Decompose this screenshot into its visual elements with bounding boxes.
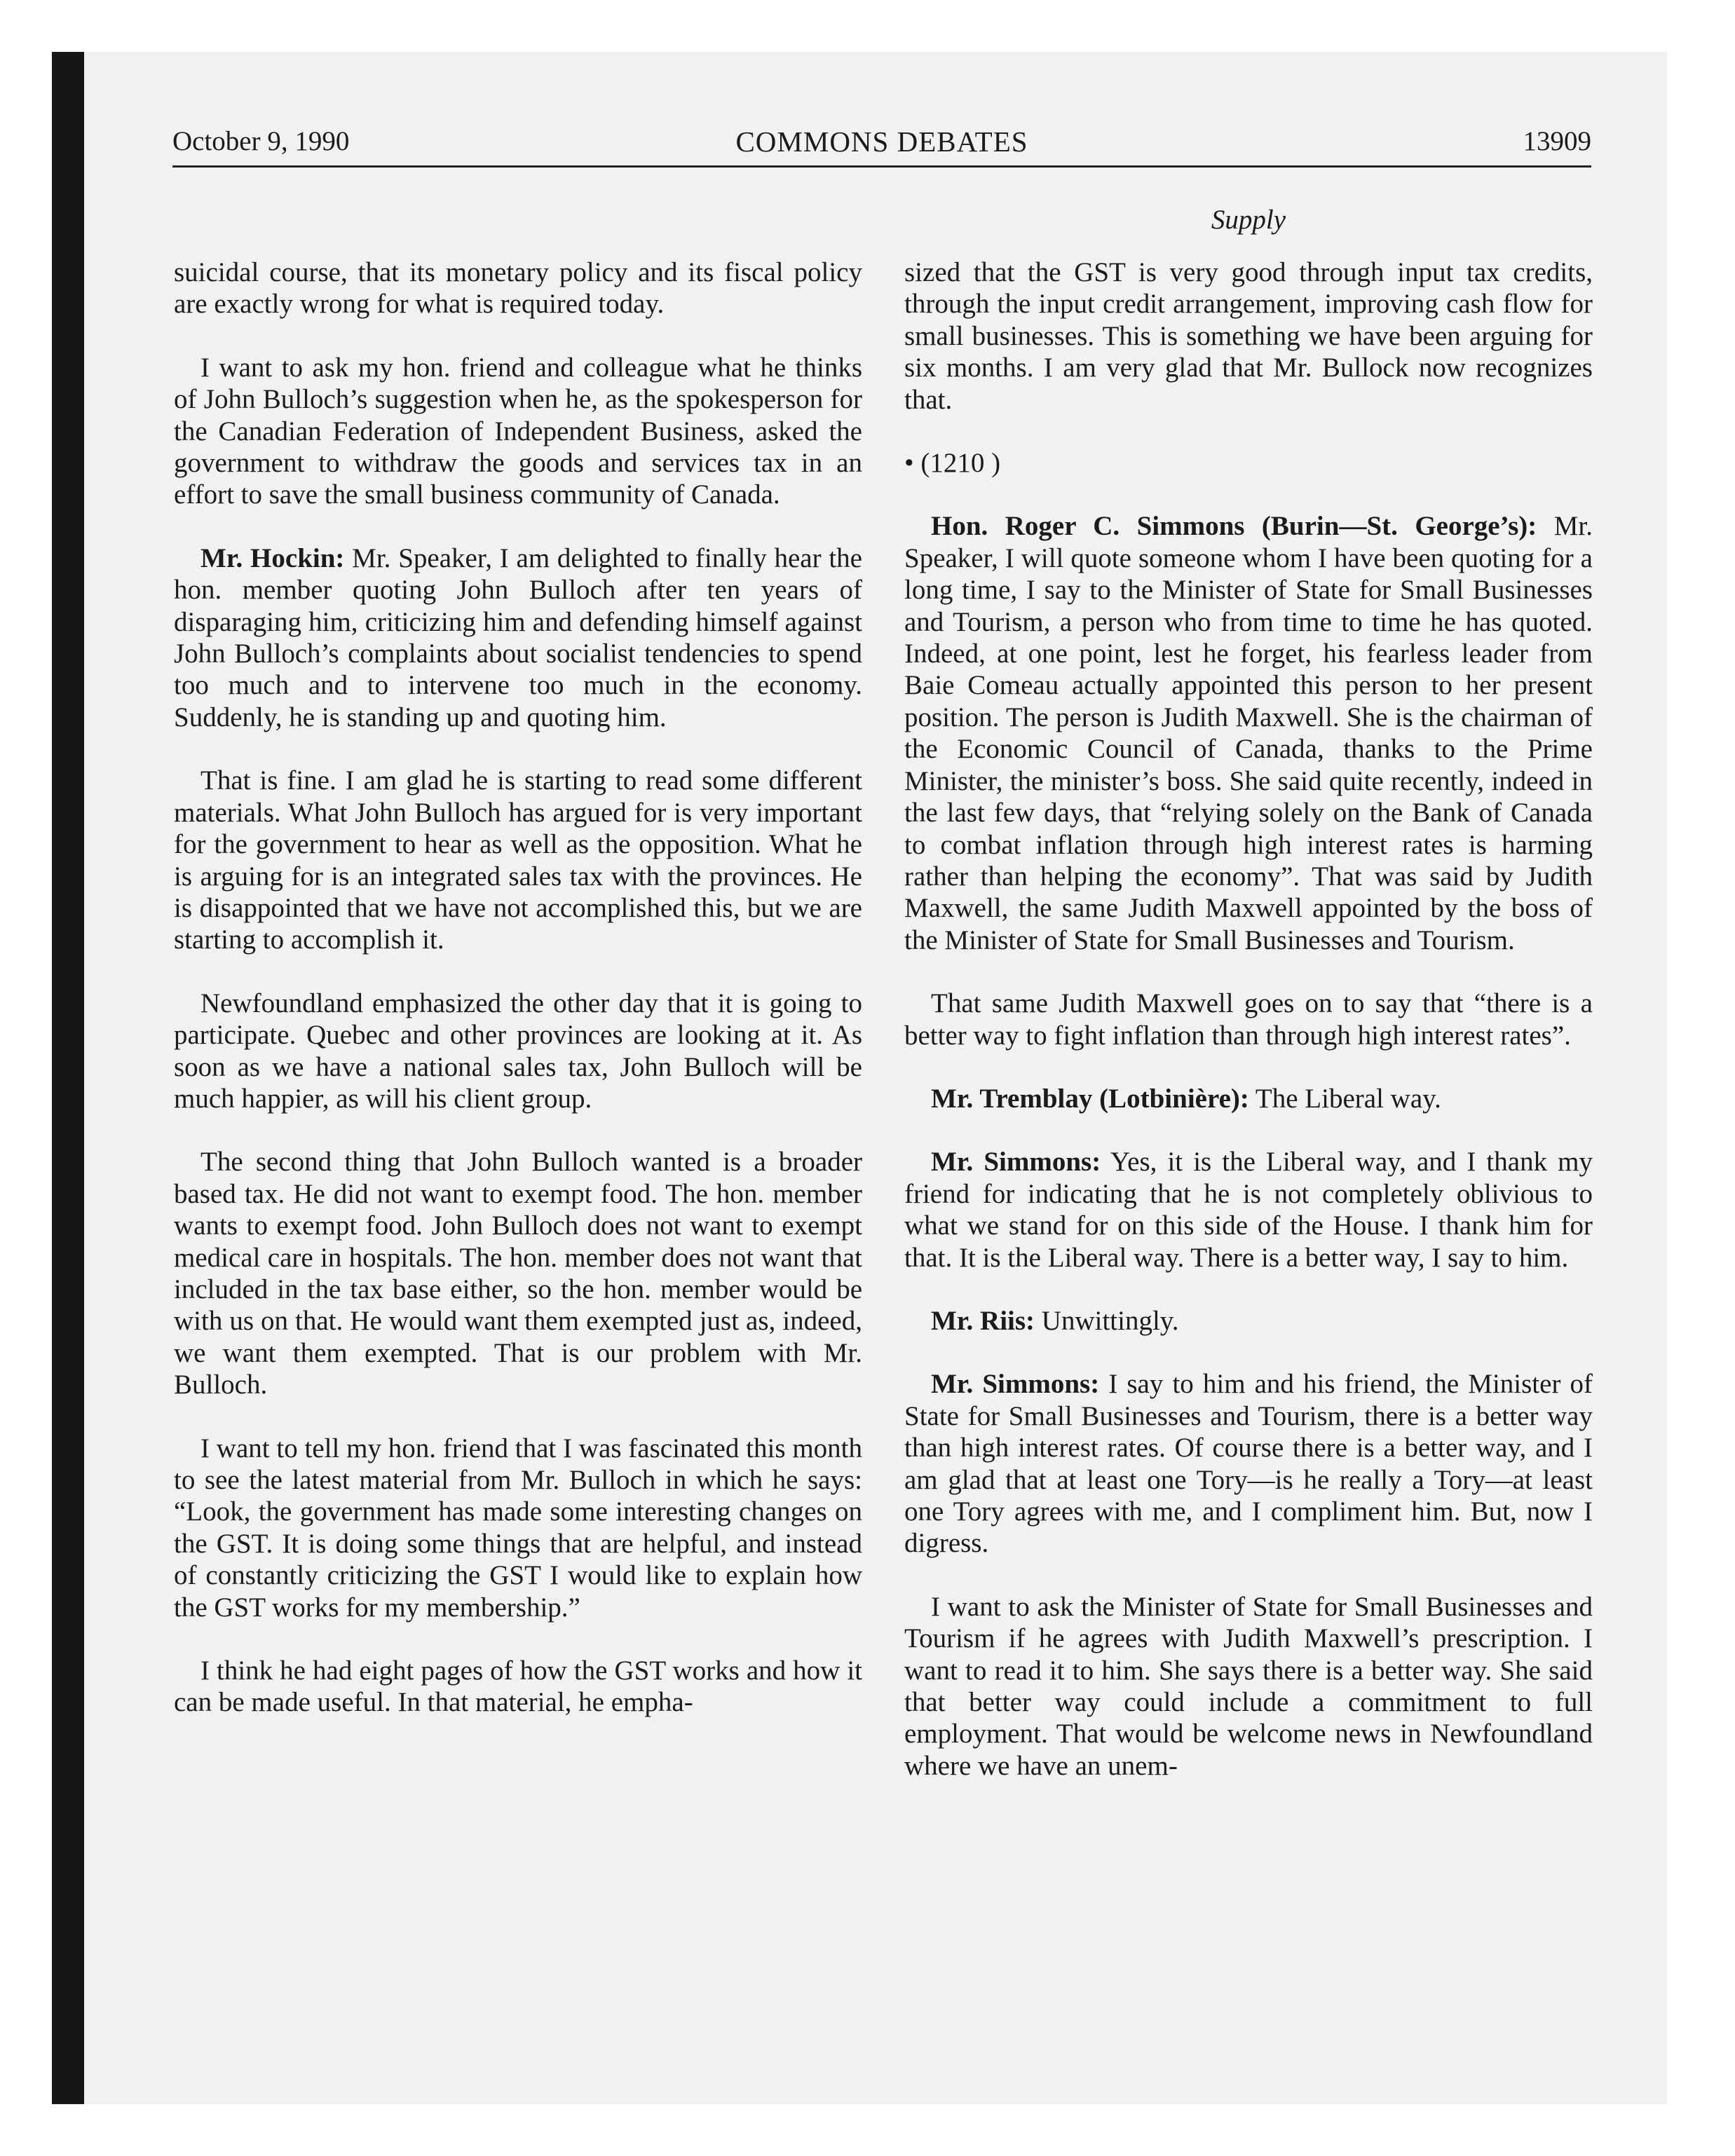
speaker-name: Mr. Simmons: [931,1147,1101,1178]
paragraph [174,257,862,320]
paragraph [174,765,862,955]
paragraph-text: I want to ask the Minister of State for Small Businesses and Tourism if he agrees with Judith Maxwell’s prescription. I want to read it to him. She says there is a better way. She said that better way could include a commitment to full employment. That would be welcome news in Newfoundland where we have an unem- [904,1591,1593,1781]
publication-title: COMMONS DEBATES [735,125,1028,158]
paragraph [174,1655,862,1719]
speaker-name: Mr. Simmons: [931,1369,1100,1400]
paragraph-text: That is fine. I am glad he is starting to read some different materials. What John Bulloch has argued for is very important for the government to hear as well as the opposition. What he is arguing for is an integrated sales tax with the provinces. He is disappointed that we have not accomplished this, but we are starting to accomplish it. [174,765,862,955]
paragraph-text: The second thing that John Bulloch wanted is a broader based tax. He did not want to exempt food. The hon. member wants to exempt food. John Bulloch does not want to exempt medical care in hospitals. The hon. member does not want that included in the tax base either, so the hon. member would be with us on that. He would want them exempted just as, indeed, we want them exempted. That is our problem with Mr. Bulloch. [174,1147,862,1400]
paragraph-text: suicidal course, that its monetary policy and its fiscal policy are exactly wrong for what is required today. [174,257,862,320]
left-column [174,257,862,1750]
paragraph-text: Unwittingly. [1035,1305,1179,1336]
paragraph-text: Yes, it is the Liberal way, and I thank my friend for indicating that he is not completely oblivious to what we stand for on this side of the House. I thank him for that. It is the Liberal way. There is a better way, I say to him. [904,1147,1593,1273]
binding-edge [52,52,84,2104]
paragraph [904,257,1593,416]
paragraph-text: The Liberal way. [1248,1083,1441,1114]
running-head [172,125,1591,158]
paragraph-text: That same Judith Maxwell goes on to say that “there is a better way to fight inflation than through high interest rates”. [904,988,1593,1051]
paragraph [904,1305,1593,1337]
speaker-name: Mr. Riis: [931,1305,1035,1336]
paragraph [174,543,862,733]
paragraph-text: Newfoundland emphasized the other day that it is going to participate. Quebec and other provinces are looking at it. As soon as we have a national sales tax, John Bulloch will be much happier, as will his client group. [174,988,862,1114]
page-number: 13909 [1523,126,1591,156]
paragraph-text: I think he had eight pages of how the GST works and how it can be made useful. In that material, he empha- [174,1656,862,1718]
header-rule [172,165,1591,168]
time-marker [904,447,1593,479]
header-date: October 9, 1990 [172,126,350,156]
paragraph [174,352,862,511]
paragraph-text: Mr. Speaker, I am delighted to finally hear the hon. member quoting John Bulloch after ten years of disparaging him, criticizing him and defending himself against John Bulloch’s complaints about socialist tendencies to spend too much and to intervene too much in the economy. Suddenly, he is standing up and quoting him. [174,543,862,732]
section-label: Supply [1211,205,1286,235]
time-marker-text: • (1210 ) [904,448,1001,479]
paragraph [904,1368,1593,1559]
paragraph [904,1591,1593,1782]
paragraph [174,1146,862,1400]
speaker-name: Hon. Roger C. Simmons (Burin—St. George’s): [931,511,1537,542]
speaker-name: Mr. Hockin: [200,543,345,573]
paragraph [904,510,1593,956]
paragraph [174,1433,862,1623]
paragraph-text: I want to tell my hon. friend that I was fascinated this month to see the latest material from Mr. Bulloch in which he says: “Look, the government has made some interesting changes on the GST. It is doing some things that are helpful, and instead of constantly criticizing the GST I would like to explain how the GST works for my membership.” [174,1433,862,1623]
paragraph [904,988,1593,1051]
paragraph [904,1083,1593,1114]
paragraph-text: I want to ask my hon. friend and colleague what he thinks of John Bulloch’s suggestion when he, as the spokesperson for the Canadian Federation of Independent Business, asked the government to withdraw the goods and services tax in an effort to save the small business community of Canada. [174,352,862,510]
paragraph-text: I say to him and his friend, the Minister of State for Small Businesses and Tourism, there is a better way than high interest rates. Of course there is a better way, and I am glad that at least one Tory—is he really a Tory—at least one Tory agrees with me, and I compliment him. But, now I digress. [904,1369,1593,1559]
right-column [904,257,1593,1813]
paragraph [904,1146,1593,1274]
paragraph [174,988,862,1115]
speaker-name: Mr. Tremblay (Lotbinière): [931,1083,1249,1114]
paragraph-text: sized that the GST is very good through input tax credits, through the input credit arrangement, improving cash flow for small businesses. This is something we have been arguing for six months. I am very glad that Mr. Bullock now recognizes that. [904,257,1593,415]
paragraph-text: Mr. Speaker, I will quote someone whom I have been quoting for a long time, I say to the Minister of State for Small Businesses and Tourism, a person who from time to time he has quoted. Indeed, at one point, lest he forget, his fearless leader from Baie Comeau actually appointed this person to her present position. The person is Judith Maxwell. She is the chairman of the Economic Council of Canada, thanks to the Prime Minister, the minister’s boss. She said quite recently, indeed in the last few days, that “relying solely on the Bank of Canada to combat inflation through high interest rates is harming rather than helping the economy”. That was said by Judith Maxwell, the same Judith Maxwell appointed by the boss of the Minister of State for Small Businesses and Tourism. [904,511,1593,955]
